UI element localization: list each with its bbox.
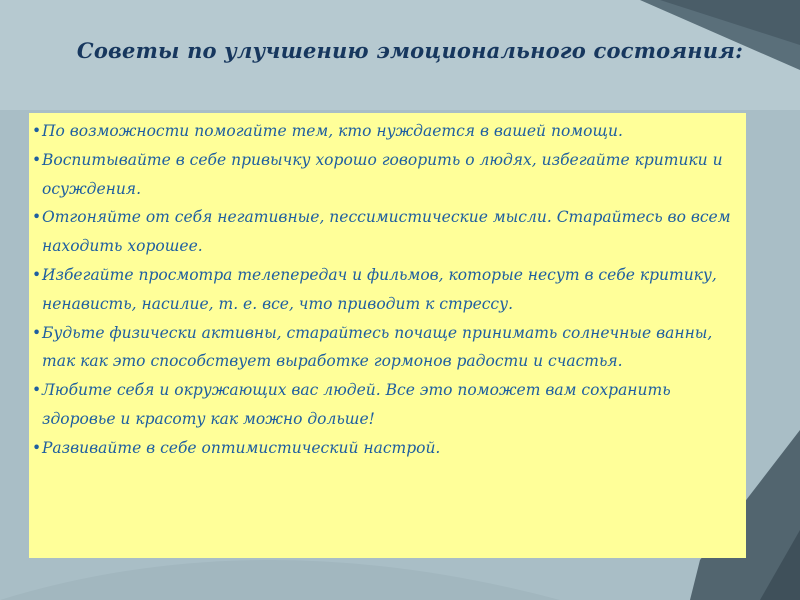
tip-item <box>32 203 740 261</box>
tip-text: Воспитывайте в себе привычку хорошо говорить о людях, избегайте критики и осуждения. <box>42 150 723 198</box>
tip-item <box>32 261 740 319</box>
tip-item <box>32 319 740 377</box>
tip-text: Развивайте в себе оптимистический настрой. <box>42 438 441 457</box>
bullet-icon: • <box>32 438 42 457</box>
tip-item <box>32 146 740 204</box>
bullet-icon: • <box>32 208 42 227</box>
slide-title: Советы по улучшению эмоционального состояния: <box>76 38 744 63</box>
bullet-icon: • <box>32 323 42 342</box>
tip-item <box>32 376 740 434</box>
tips-box <box>29 113 746 558</box>
bullet-icon: • <box>32 381 42 400</box>
tip-text: Отгоняйте от себя негативные, пессимистические мысли. Старайтесь во всем находить хорошее. <box>42 208 731 256</box>
tip-text: Любите себя и окружающих вас людей. Все это поможет вам сохранить здоровье и красоту как можно дольше! <box>42 381 671 428</box>
tip-text: Избегайте просмотра телепередач и фильмов, которые несут в себе критику, ненависть, насилие, т. е. все, что приводит к стрессу. <box>42 265 717 313</box>
tip-item <box>32 117 740 146</box>
bullet-icon: • <box>32 122 42 140</box>
tips-list <box>32 117 740 463</box>
tip-item <box>32 434 740 463</box>
tip-text: По возможности помогайте тем, кто нуждается в вашей помощи. <box>42 122 623 140</box>
bullet-icon: • <box>32 150 42 169</box>
tip-text: Будьте физически активны, старайтесь почаще принимать солнечные ванны, так как это способствует выработке гормонов радости и счастья. <box>42 323 713 371</box>
bullet-icon: • <box>32 265 42 284</box>
